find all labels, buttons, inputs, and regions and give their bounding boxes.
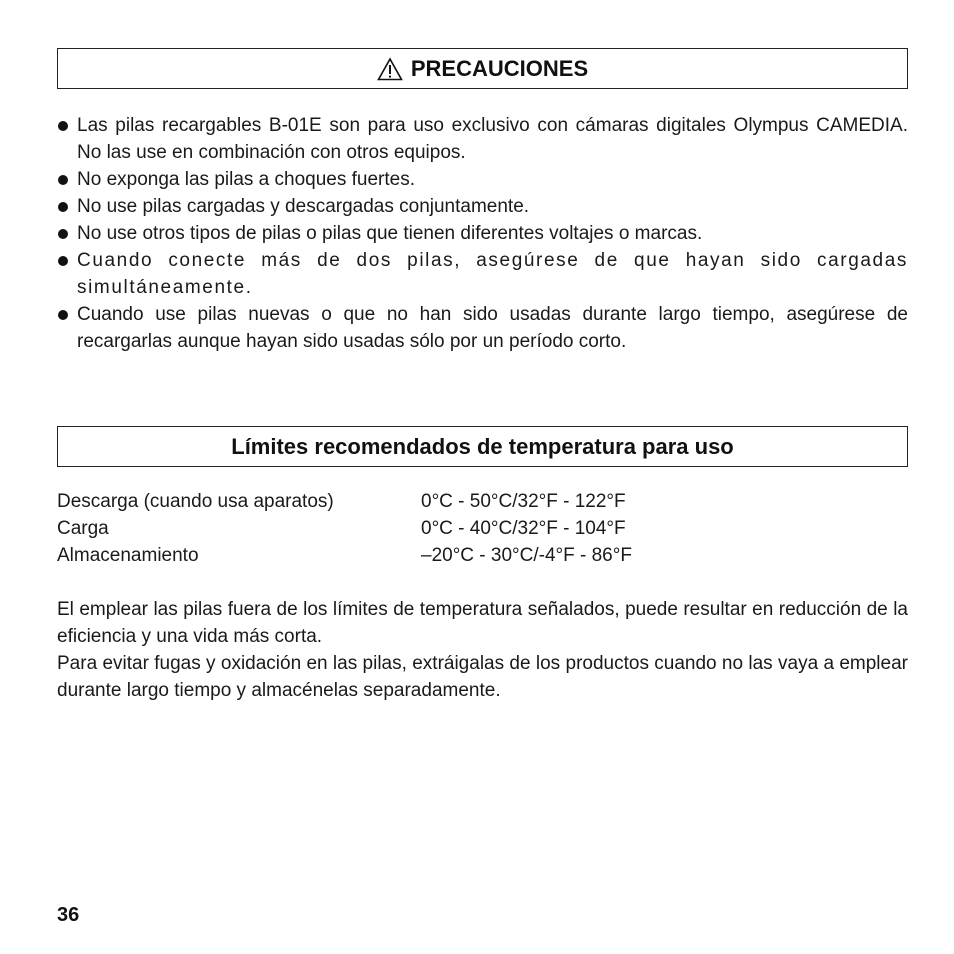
- paragraph: El emplear las pilas fuera de los límites de temperatura señalados, puede resultar en reducción de la eficiencia y una vida más corta.: [57, 599, 908, 647]
- paragraph: Para evitar fugas y oxidación en las pilas, extráigalas de los productos cuando no las vaya a emplear durante largo tiempo y almacénelas separadamente.: [57, 653, 908, 701]
- precautions-heading: [57, 48, 908, 89]
- temperature-label: Carga: [57, 518, 109, 539]
- list-item: [57, 193, 908, 220]
- precautions-title: PRECAUCIONES: [410, 55, 589, 81]
- list-item: [57, 301, 908, 355]
- bullet-icon: [58, 229, 68, 239]
- list-item: [57, 112, 908, 166]
- temperature-section: [57, 426, 908, 704]
- list-item: [57, 220, 908, 247]
- list-item-text: No use pilas cargadas y descargadas conjuntamente.: [77, 196, 530, 217]
- list-item: [57, 166, 908, 193]
- temperature-label: Descarga (cuando usa aparatos): [57, 491, 334, 512]
- table-row: [57, 542, 908, 569]
- temperature-heading: [57, 426, 908, 467]
- bullet-icon: [58, 121, 68, 131]
- temperature-label: Almacenamiento: [57, 545, 199, 566]
- list-item-text: No exponga las pilas a choques fuertes.: [77, 169, 415, 190]
- temperature-title: Límites recomendados de temperatura para uso: [231, 433, 734, 459]
- bullet-icon: [58, 310, 68, 320]
- list-item-text: Las pilas recargables B-01E son para uso exclusivo con cámaras digitales Olympus CAMEDIA. No las use en combinación con otros equipos.: [77, 115, 908, 163]
- temperature-table: [57, 488, 908, 569]
- bullet-icon: [58, 175, 68, 185]
- temperature-value: –20°C - 30°C/-4°F - 86°F: [421, 545, 632, 566]
- precautions-list: [57, 112, 908, 355]
- list-item: [57, 247, 908, 301]
- list-item-text: Cuando conecte más de dos pilas, asegúrese de que hayan sido cargadas simultáneamente.: [77, 250, 908, 298]
- table-row: [57, 488, 908, 515]
- temperature-value: 0°C - 50°C/32°F - 122°F: [421, 491, 626, 512]
- bullet-icon: [58, 202, 68, 212]
- table-row: [57, 515, 908, 542]
- list-item-text: Cuando use pilas nuevas o que no han sido usadas durante largo tiempo, asegúrese de recargarlas aunque hayan sido usadas sólo por un período corto.: [77, 304, 908, 352]
- temperature-value: 0°C - 40°C/32°F - 104°F: [421, 518, 626, 539]
- page-number: 36: [57, 904, 80, 926]
- bullet-icon: [58, 256, 68, 266]
- manual-page: [57, 48, 908, 704]
- warning-triangle-icon: [377, 57, 403, 81]
- list-item-text: No use otros tipos de pilas o pilas que tienen diferentes voltajes o marcas.: [77, 223, 703, 244]
- temperature-notes: [57, 596, 908, 704]
